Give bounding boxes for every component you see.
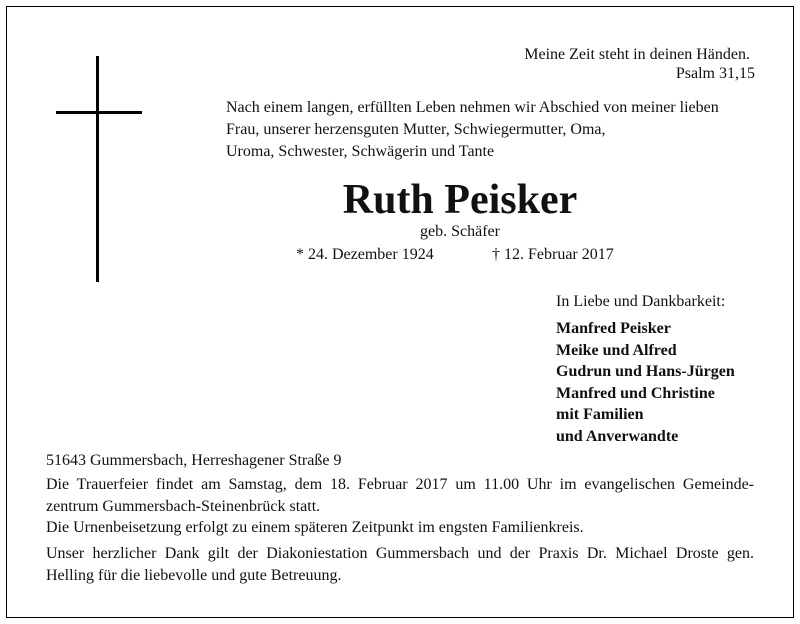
death-date: † 12. Februar 2017 — [492, 246, 614, 263]
paragraph-line: Unser herzlicher Dank gilt der Diakoniestation Gummersbach und der Praxis Dr. Michael Droste gen. — [46, 545, 754, 562]
mourners-heading: In Liebe und Dankbarkeit: — [556, 293, 726, 310]
mourners-list — [556, 318, 735, 447]
funeral-paragraph — [46, 474, 754, 518]
maiden-name: geb. Schäfer — [420, 223, 500, 240]
paragraph-line: zentrum Gummersbach-Steinenbrück statt. — [46, 498, 321, 515]
mourner-name: mit Familien — [556, 406, 644, 423]
urn-paragraph: Die Urnenbeisetzung erfolgt zu einem späteren Zeitpunkt im engsten Familienkreis. — [46, 519, 584, 536]
intro-line: Uroma, Schwester, Schwägerin und Tante — [226, 143, 495, 160]
address: 51643 Gummersbach, Herreshagener Straße 9 — [46, 452, 342, 469]
cross-horizontal-bar — [56, 111, 142, 114]
motto-text: Meine Zeit steht in deinen Händen. — [524, 46, 750, 63]
intro-line: Frau, unserer herzensguten Mutter, Schwiegermutter, Oma, — [226, 121, 606, 138]
mourner-name: Manfred und Christine — [556, 384, 715, 402]
mourner-name: Meike und Alfred — [556, 341, 677, 359]
motto-reference: Psalm 31,15 — [675, 65, 755, 82]
deceased-name: Ruth Peisker — [342, 177, 578, 223]
mourner-name: Manfred Peisker — [556, 320, 671, 337]
cross-vertical-bar — [96, 56, 99, 282]
mourner-name: Gudrun und Hans-Jürgen — [556, 363, 735, 380]
paragraph-line: Helling für die liebevolle und gute Betreuung. — [46, 567, 342, 584]
intro-text — [226, 97, 719, 163]
birth-date: * 24. Dezember 1924 — [296, 246, 434, 263]
mourner-name: und Anverwandte — [556, 427, 679, 445]
gratitude-paragraph — [46, 543, 754, 587]
paragraph-line: Die Trauerfeier findet am Samstag, dem 18. Februar 2017 um 11.00 Uhr im evangelischen Gemeinde- — [46, 476, 754, 493]
intro-line: Nach einem langen, erfüllten Leben nehmen wir Abschied von meiner lieben — [226, 99, 719, 116]
